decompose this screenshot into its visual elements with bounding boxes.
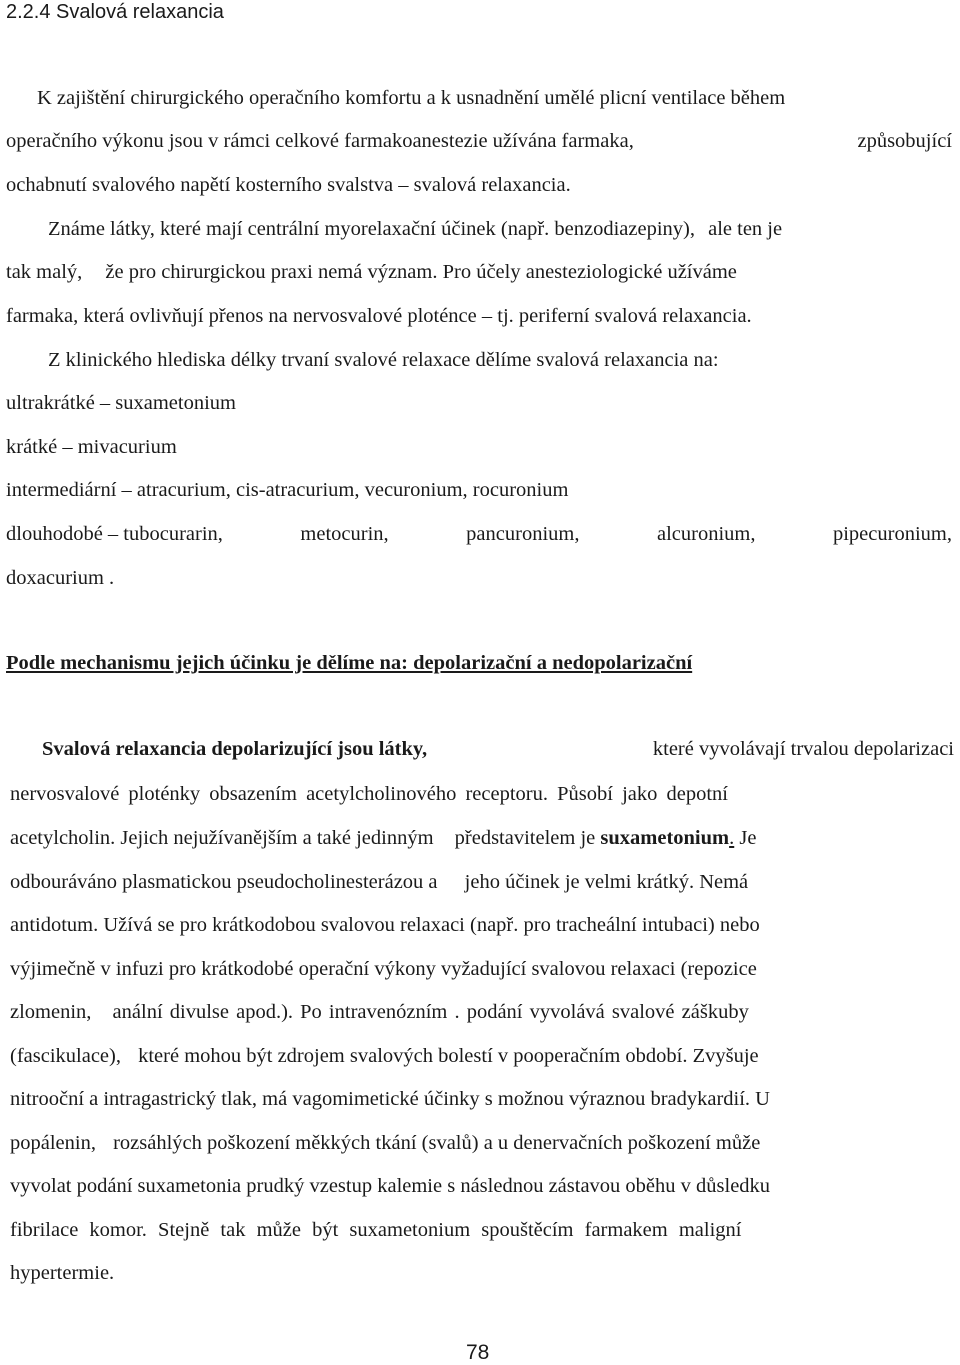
para1-line-4-end: ale ten je bbox=[708, 218, 783, 240]
para2-line-1 bbox=[42, 737, 954, 761]
para1-line-12: doxacurium . bbox=[6, 567, 115, 589]
para1-line-11 bbox=[6, 522, 952, 546]
para1-line-2-end: způsobující bbox=[857, 130, 952, 152]
para1-line-9: krátké – mivacurium bbox=[6, 436, 177, 458]
para2-lead-bold: Svalová relaxancia depolarizující jsou látky, bbox=[42, 738, 428, 760]
para2-line-6: výjimečně v infuzi pro krátkodobé operační výkony vyžadující svalovou relaxaci (repozice bbox=[10, 958, 757, 980]
para1-line-11-e: pipecuronium, bbox=[832, 523, 952, 545]
para1-line-7: Z klinického hlediska délky trvaní svalové relaxace dělíme svalová relaxancia na: bbox=[48, 349, 719, 371]
para1-line-11-b: metocurin, bbox=[300, 523, 389, 545]
para1-line-11-c: pancuronium, bbox=[466, 523, 580, 545]
para1-line-2-text: operačního výkonu jsou v rámci celkové farmakoanestezie užívána farmaka, bbox=[6, 130, 634, 152]
para1-line-1: K zajištění chirurgického operačního komfortu a k usnadnění umělé plicní ventilace během bbox=[37, 87, 786, 109]
mechanism-subheading: Podle mechanismu jejich účinku je dělíme na: depolarizační a nedopolarizační bbox=[6, 652, 693, 674]
para2-line-7 bbox=[10, 1000, 749, 1024]
suxametonium-term: suxametonium bbox=[600, 827, 730, 849]
para2-line-10 bbox=[10, 1131, 760, 1155]
para1-line-4 bbox=[48, 217, 782, 241]
para2-line-8-b: které mohou být zdrojem svalových bolestí v pooperačním období. Zvyšuje bbox=[138, 1045, 759, 1067]
para2-line-8-a: (fascikulace), bbox=[10, 1045, 121, 1067]
para1-line-6: farmaka, která ovlivňují přenos na nervosvalové ploténce – tj. periferní svalová relaxancia. bbox=[6, 305, 752, 327]
para2-line-9: nitrooční a intragastrický tlak, má vagomimetické účinky s možnou výraznou bradykardií. U bbox=[10, 1088, 770, 1110]
para2-line-4-a: odbouráváno plasmatickou pseudocholinesterázou a bbox=[10, 871, 438, 893]
para2-line-3 bbox=[10, 826, 756, 850]
para1-line-2 bbox=[6, 129, 952, 153]
para2-line-8 bbox=[10, 1044, 759, 1068]
para2-line-5: antidotum. Užívá se pro krátkodobou svalovou relaxaci (např. pro tracheální intubaci) nebo bbox=[10, 914, 760, 936]
para2-line-3-a: acetylcholin. Jejich nejužívanějším a také jedinným bbox=[10, 827, 434, 849]
para2-line-4 bbox=[10, 870, 748, 894]
para1-line-8: ultrakrátké – suxametonium bbox=[6, 392, 236, 414]
para1-line-4-text: Známe látky, které mají centrální myorelaxační účinek (např. benzodiazepiny), bbox=[48, 218, 695, 240]
para2-line-1-rest: které vyvolávají trvalou depolarizaci bbox=[652, 738, 954, 760]
section-heading: 2.2.4 Svalová relaxancia bbox=[6, 1, 224, 23]
para2-line-10-b: rozsáhlých poškození měkkých tkání (svalů) a u denervačních poškození může bbox=[113, 1132, 761, 1154]
para2-line-3-b: představitelem je bbox=[454, 827, 596, 849]
para2-line-11: vyvolat podání suxametonia prudký vzestup kalemie s následnou zástavou oběhu v důsledku bbox=[10, 1175, 771, 1197]
para2-line-13: hypertermie. bbox=[10, 1262, 115, 1284]
para2-line-12: fibrilace komor. Stejně tak může být suxametonium spouštěcím farmakem maligní bbox=[10, 1219, 742, 1241]
para2-line-4-b: jeho účinek je velmi krátký. Nemá bbox=[464, 871, 749, 893]
para2-line-3-dot: . bbox=[729, 827, 735, 849]
para2-line-3-end: Je bbox=[739, 827, 757, 849]
para1-line-11-a: dlouhodobé – tubocurarin, bbox=[6, 523, 223, 545]
para1-line-11-d: alcuronium, bbox=[656, 523, 756, 545]
para2-line-7-b: anální divulse apod.). Po intravenózním . podání vyvolává svalové záškuby bbox=[112, 1001, 749, 1023]
para2-line-2: nervosvalové ploténky obsazením acetylcholinového receptoru. Působí jako depotní bbox=[10, 783, 728, 805]
para1-line-10: intermediární – atracurium, cis-atracurium, vecuronium, rocuronium bbox=[6, 479, 569, 501]
para1-line-3: ochabnutí svalového napětí kosterního svalstva – svalová relaxancia. bbox=[6, 174, 571, 196]
para1-line-5-start: tak malý, bbox=[6, 261, 83, 283]
page-number: 78 bbox=[466, 1341, 490, 1364]
para2-line-7-a: zlomenin, bbox=[10, 1001, 92, 1023]
para1-line-5-text: že pro chirurgickou praxi nemá význam. Pro účely anesteziologické užíváme bbox=[105, 261, 737, 283]
para2-line-10-a: popálenin, bbox=[10, 1132, 96, 1154]
para1-line-5 bbox=[6, 260, 737, 284]
